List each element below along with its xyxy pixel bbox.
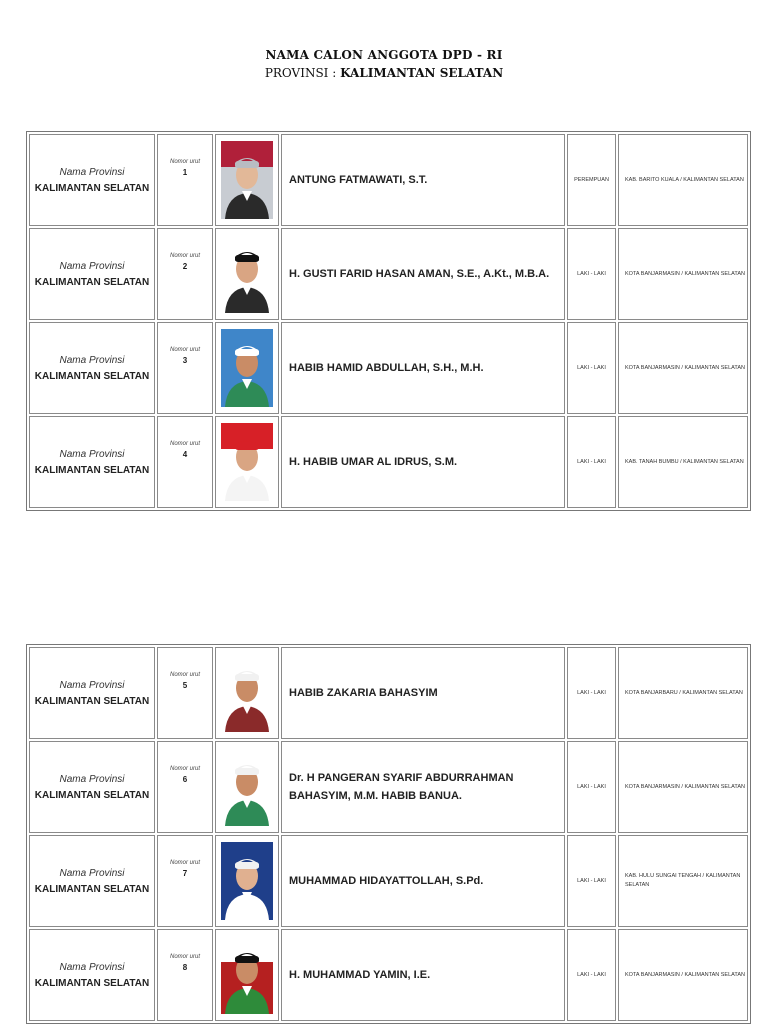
number-value: 3 bbox=[182, 356, 188, 365]
number-label: Nomor urut bbox=[169, 253, 200, 259]
district-cell bbox=[618, 647, 748, 739]
candidate-name: HABIB ZAKARIA BAHASYIM bbox=[289, 687, 438, 699]
candidate-row bbox=[29, 741, 748, 833]
number-label: Nomor urut bbox=[169, 860, 200, 866]
candidate-district: KAB. HULU SUNGAI TENGAH / KALIMANTAN SELATAN bbox=[625, 873, 741, 888]
candidate-name: MUHAMMAD HIDAYATTOLLAH, S.Pd. bbox=[289, 875, 484, 887]
candidate-district: KOTA BANJARMASIN / KALIMANTAN SELATAN bbox=[625, 270, 746, 277]
district-cell bbox=[618, 228, 748, 320]
candidate-district: KOTA BANJARMASIN / KALIMANTAN SELATAN bbox=[625, 364, 746, 371]
province-value: KALIMANTAN SELATAN bbox=[34, 977, 150, 989]
candidate-name: Dr. H PANGERAN SYARIF ABDURRAHMAN BAHASYIM, M.M. HABIB BANUA. bbox=[289, 772, 514, 802]
candidate-table-1 bbox=[26, 131, 751, 511]
name-cell bbox=[281, 228, 565, 320]
candidate-name: H. GUSTI FARID HASAN AMAN, S.E., A.Kt., M.B.A. bbox=[289, 268, 550, 280]
number-cell bbox=[157, 322, 213, 414]
number-label: Nomor urut bbox=[169, 441, 200, 447]
province-value: KALIMANTAN SELATAN bbox=[34, 182, 150, 194]
candidate-name: H. HABIB UMAR AL IDRUS, S.M. bbox=[289, 456, 458, 468]
photo-cell bbox=[215, 741, 279, 833]
candidate-portrait-icon bbox=[221, 748, 273, 826]
candidate-row bbox=[29, 835, 748, 927]
province-value: KALIMANTAN SELATAN bbox=[34, 883, 150, 895]
number-cell bbox=[157, 647, 213, 739]
photo-cell bbox=[215, 835, 279, 927]
candidate-gender: PEREMPUAN bbox=[574, 177, 609, 183]
number-label: Nomor urut bbox=[169, 954, 200, 960]
province-label: Nama Provinsi bbox=[59, 448, 125, 460]
province-label: Nama Provinsi bbox=[59, 961, 125, 973]
number-cell bbox=[157, 741, 213, 833]
number-value: 1 bbox=[182, 168, 188, 177]
candidate-gender: LAKI - LAKI bbox=[577, 271, 606, 277]
name-cell bbox=[281, 416, 565, 508]
document-header bbox=[0, 48, 768, 80]
district-cell bbox=[618, 416, 748, 508]
candidate-name: H. MUHAMMAD YAMIN, I.E. bbox=[289, 969, 431, 981]
gender-cell bbox=[567, 741, 616, 833]
name-cell bbox=[281, 322, 565, 414]
district-cell bbox=[618, 741, 748, 833]
gender-cell bbox=[567, 929, 616, 1021]
province-label: Nama Provinsi bbox=[59, 679, 125, 691]
photo-cell bbox=[215, 228, 279, 320]
candidate-portrait-icon bbox=[221, 329, 273, 407]
number-label: Nomor urut bbox=[169, 159, 200, 165]
candidate-district: KAB. BARITO KUALA / KALIMANTAN SELATAN bbox=[625, 176, 744, 183]
province-value: KALIMANTAN SELATAN bbox=[34, 464, 150, 476]
province-cell bbox=[29, 741, 155, 833]
province-cell bbox=[29, 416, 155, 508]
province-label: Nama Provinsi bbox=[59, 773, 125, 785]
photo-cell bbox=[215, 929, 279, 1021]
candidate-district: KAB. TANAH BUMBU / KALIMANTAN SELATAN bbox=[625, 458, 744, 465]
number-cell bbox=[157, 416, 213, 508]
district-cell bbox=[618, 929, 748, 1021]
district-cell bbox=[618, 835, 748, 927]
name-cell bbox=[281, 647, 565, 739]
candidate-gender: LAKI - LAKI bbox=[577, 784, 606, 790]
candidate-gender: LAKI - LAKI bbox=[577, 972, 606, 978]
candidate-portrait-icon bbox=[221, 842, 273, 920]
province-cell bbox=[29, 835, 155, 927]
candidate-row bbox=[29, 134, 748, 226]
photo-cell bbox=[215, 134, 279, 226]
candidate-row bbox=[29, 322, 748, 414]
province-label: Nama Provinsi bbox=[59, 260, 125, 272]
candidate-portrait-icon bbox=[221, 235, 273, 313]
candidate-district: KOTA BANJARMASIN / KALIMANTAN SELATAN bbox=[625, 783, 746, 790]
candidate-gender: LAKI - LAKI bbox=[577, 690, 606, 696]
province-subtitle bbox=[0, 66, 768, 80]
name-cell bbox=[281, 134, 565, 226]
province-value: KALIMANTAN SELATAN bbox=[34, 695, 150, 707]
province-prefix: PROVINSI : bbox=[264, 66, 337, 80]
candidate-table-2 bbox=[26, 644, 751, 1024]
number-cell bbox=[157, 228, 213, 320]
number-cell bbox=[157, 835, 213, 927]
candidate-gender: LAKI - LAKI bbox=[577, 878, 606, 884]
province-cell bbox=[29, 228, 155, 320]
candidate-row bbox=[29, 929, 748, 1021]
number-label: Nomor urut bbox=[169, 672, 200, 678]
number-cell bbox=[157, 134, 213, 226]
gender-cell bbox=[567, 647, 616, 739]
name-cell bbox=[281, 741, 565, 833]
gender-cell bbox=[567, 322, 616, 414]
district-cell bbox=[618, 134, 748, 226]
province-cell bbox=[29, 134, 155, 226]
province-label: Nama Provinsi bbox=[59, 166, 125, 178]
province-value: KALIMANTAN SELATAN bbox=[34, 789, 150, 801]
candidate-portrait-icon bbox=[221, 423, 273, 501]
candidate-district: KOTA BANJARBARU / KALIMANTAN SELATAN bbox=[625, 689, 743, 696]
number-cell bbox=[157, 929, 213, 1021]
candidate-name: HABIB HAMID ABDULLAH, S.H., M.H. bbox=[289, 362, 484, 374]
number-value: 5 bbox=[182, 681, 188, 690]
candidate-portrait-icon bbox=[221, 141, 273, 219]
province-label: Nama Provinsi bbox=[59, 354, 125, 366]
number-value: 4 bbox=[182, 450, 188, 459]
candidate-gender: LAKI - LAKI bbox=[577, 459, 606, 465]
gender-cell bbox=[567, 835, 616, 927]
province-name: KALIMANTAN SELATAN bbox=[340, 66, 504, 80]
candidate-row bbox=[29, 416, 748, 508]
candidate-row bbox=[29, 228, 748, 320]
photo-cell bbox=[215, 322, 279, 414]
province-value: KALIMANTAN SELATAN bbox=[34, 276, 150, 288]
gender-cell bbox=[567, 228, 616, 320]
province-label: Nama Provinsi bbox=[59, 867, 125, 879]
province-cell bbox=[29, 322, 155, 414]
candidate-row bbox=[29, 647, 748, 739]
province-cell bbox=[29, 647, 155, 739]
district-cell bbox=[618, 322, 748, 414]
gender-cell bbox=[567, 134, 616, 226]
document-title: NAMA CALON ANGGOTA DPD - RI bbox=[265, 48, 503, 62]
number-label: Nomor urut bbox=[169, 347, 200, 353]
candidate-name: ANTUNG FATMAWATI, S.T. bbox=[289, 174, 428, 186]
name-cell bbox=[281, 835, 565, 927]
candidate-gender: LAKI - LAKI bbox=[577, 365, 606, 371]
province-cell bbox=[29, 929, 155, 1021]
photo-cell bbox=[215, 647, 279, 739]
number-value: 7 bbox=[182, 869, 188, 878]
candidate-portrait-icon bbox=[221, 654, 273, 732]
number-value: 2 bbox=[182, 262, 188, 271]
number-label: Nomor urut bbox=[169, 766, 200, 772]
name-cell bbox=[281, 929, 565, 1021]
number-value: 8 bbox=[182, 963, 188, 972]
gender-cell bbox=[567, 416, 616, 508]
candidate-district: KOTA BANJARMASIN / KALIMANTAN SELATAN bbox=[625, 971, 746, 978]
province-value: KALIMANTAN SELATAN bbox=[34, 370, 150, 382]
candidate-portrait-icon bbox=[221, 936, 273, 1014]
photo-cell bbox=[215, 416, 279, 508]
number-value: 6 bbox=[182, 775, 188, 784]
